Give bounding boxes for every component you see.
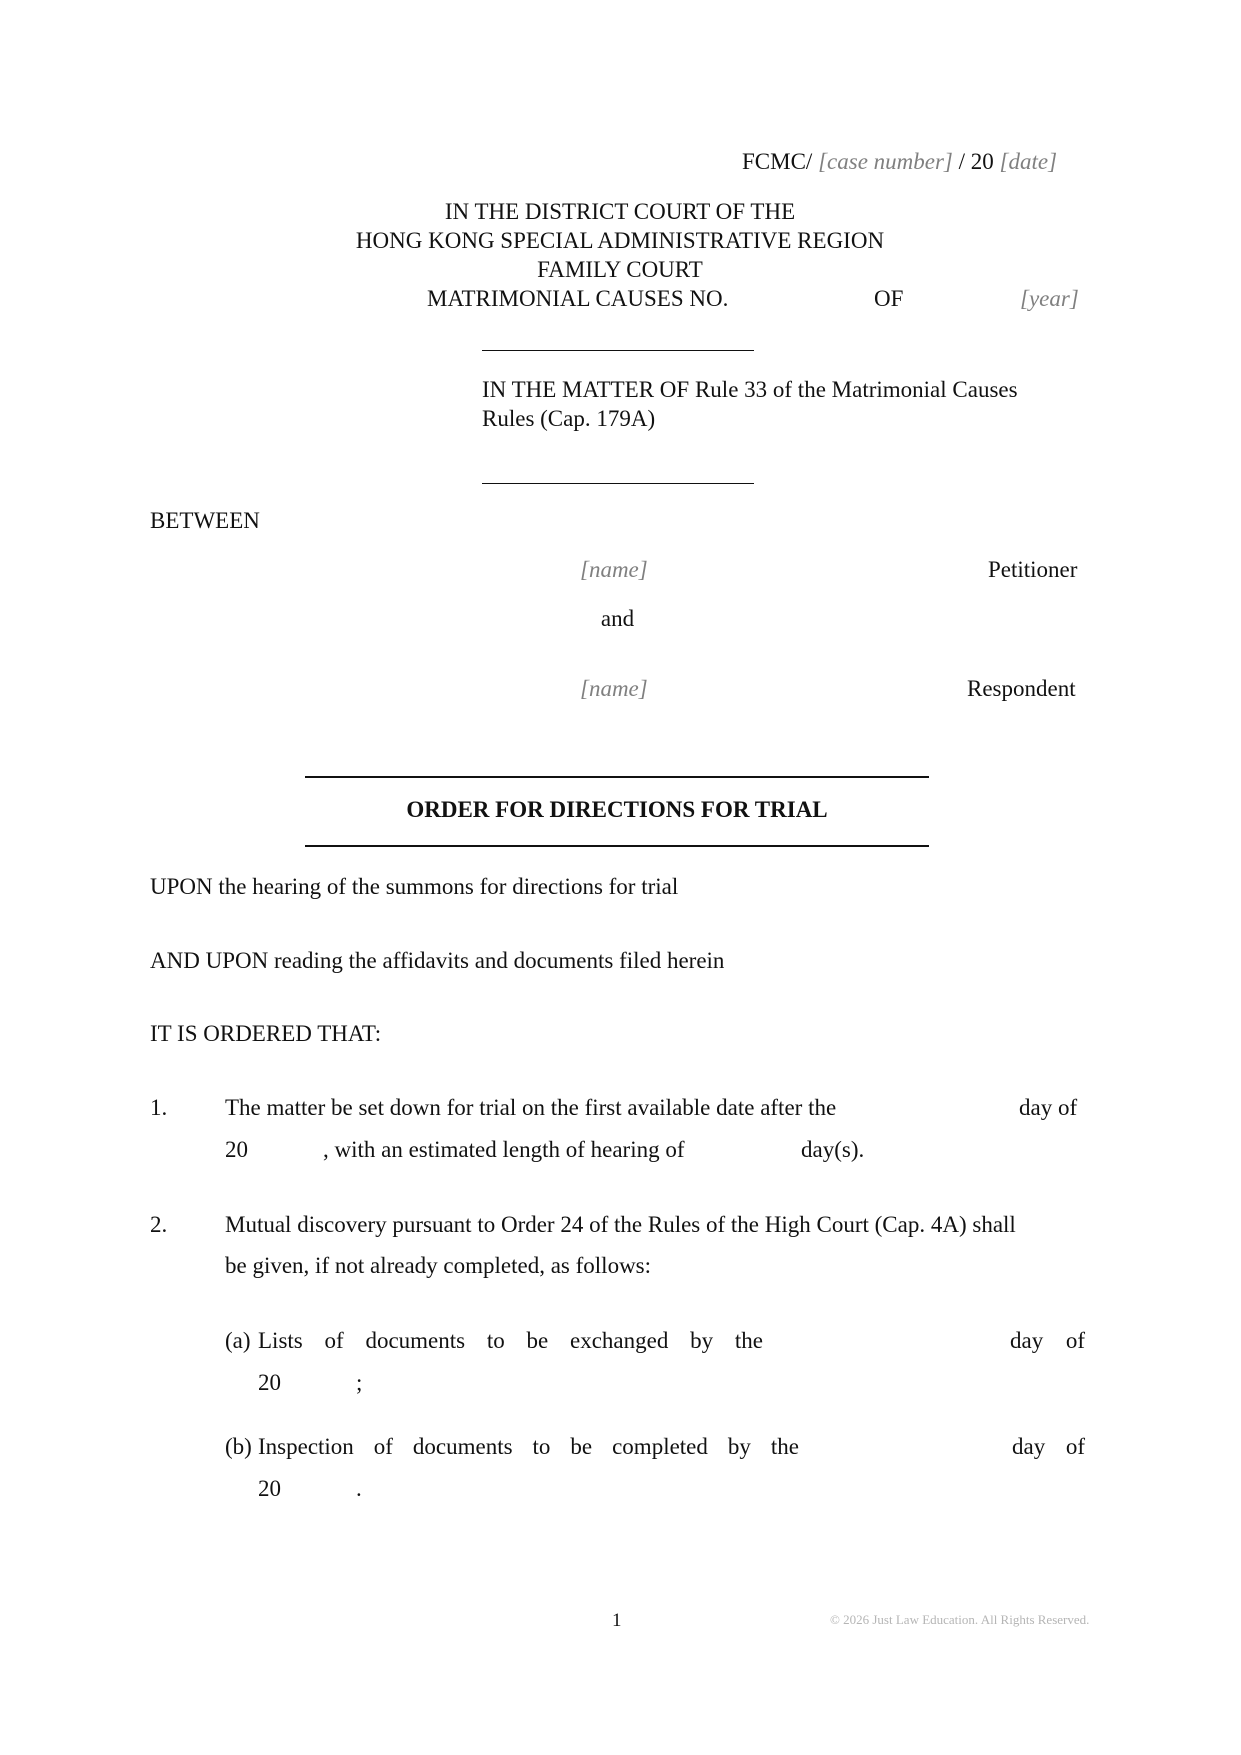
divider-upper	[482, 350, 754, 351]
item-2b-word: the	[770, 1434, 799, 1459]
item-2-line-1: Mutual discovery pursuant to Order 24 of the Rules of the High Court (Cap. 4A) shall	[225, 1212, 1016, 1237]
item-2-line-2: be given, if not already completed, as follows:	[225, 1253, 652, 1278]
item-1-line-1-end: day of	[1019, 1095, 1078, 1120]
item-2-number: 2.	[150, 1212, 168, 1237]
matter-line-2: Rules (Cap. 179A)	[482, 406, 656, 431]
and-label: and	[600, 606, 635, 631]
item-2a-word: the	[734, 1328, 763, 1353]
court-line-3: FAMILY COURT	[537, 257, 703, 282]
ordered-text: IT IS ORDERED THAT:	[150, 1021, 382, 1046]
matrimonial-causes-label: MATRIMONIAL CAUSES NO.	[427, 286, 729, 311]
item-2b-text	[258, 1433, 799, 1461]
year-placeholder[interactable]: [year]	[1020, 286, 1079, 311]
order-title: ORDER FOR DIRECTIONS FOR TRIAL	[406, 797, 828, 822]
page-number: 1	[612, 1610, 622, 1631]
item-1-line-2-end: day(s).	[801, 1137, 865, 1162]
upon-reading-text: AND UPON reading the affidavits and documents filed herein	[150, 948, 725, 973]
item-2a-label: (a)	[225, 1328, 251, 1353]
court-line-2: HONG KONG SPECIAL ADMINISTRATIVE REGION	[355, 228, 885, 253]
item-2b-of: of	[1065, 1434, 1085, 1459]
of-label: OF	[874, 286, 904, 311]
item-1-line-2: , with an estimated length of hearing of	[323, 1137, 685, 1162]
item-2a-word: by	[690, 1328, 714, 1353]
item-2a-word: to	[486, 1328, 505, 1353]
case-number-placeholder[interactable]: [case number]	[818, 149, 953, 174]
case-number-line	[742, 148, 1057, 176]
item-2b-label: (b)	[225, 1434, 252, 1459]
copyright-notice: © 2026 Just Law Education. All Rights Reserved.	[830, 1612, 1090, 1627]
item-2b-day: day	[1012, 1434, 1046, 1459]
item-2a-day: day	[1010, 1328, 1044, 1353]
item-2b-word: by	[727, 1434, 751, 1459]
petitioner-name-placeholder[interactable]: [name]	[580, 557, 648, 582]
item-2b-end	[1012, 1433, 1085, 1461]
date-placeholder[interactable]: [date]	[999, 149, 1058, 174]
item-2b-word: of	[373, 1434, 393, 1459]
item-1-year: 20	[225, 1137, 248, 1162]
item-2b-word: Inspection	[258, 1434, 354, 1459]
year-prefix: / 20	[958, 149, 994, 174]
item-2a-word: documents	[365, 1328, 466, 1353]
matter-line-1: IN THE MATTER OF Rule 33 of the Matrimonial Causes	[482, 377, 1018, 402]
upon-hearing-text: UPON the hearing of the summons for directions for trial	[150, 874, 679, 899]
item-2a-word: Lists	[258, 1328, 303, 1353]
title-rule-top	[305, 776, 929, 778]
item-2a-text	[258, 1327, 763, 1355]
respondent-name-placeholder[interactable]: [name]	[580, 676, 648, 701]
item-2a-year: 20	[258, 1370, 281, 1395]
item-2b-punct: .	[356, 1476, 362, 1501]
item-2a-end	[1010, 1327, 1085, 1355]
item-2b-word: be	[570, 1434, 593, 1459]
title-rule-bottom	[305, 845, 929, 847]
item-2a-punct: ;	[356, 1370, 363, 1395]
item-2a-word: exchanged	[570, 1328, 669, 1353]
between-label: BETWEEN	[150, 508, 260, 533]
court-line-1: IN THE DISTRICT COURT OF THE	[444, 199, 796, 224]
item-1-number: 1.	[150, 1095, 168, 1120]
item-2b-year: 20	[258, 1476, 281, 1501]
item-2b-word: completed	[612, 1434, 708, 1459]
item-1-line-1: The matter be set down for trial on the first available date after the	[225, 1095, 837, 1120]
divider-lower	[482, 483, 754, 484]
item-2a-word: of	[324, 1328, 344, 1353]
fcmc-prefix: FCMC/	[742, 149, 813, 174]
respondent-role: Respondent	[967, 676, 1076, 701]
item-2a-of: of	[1065, 1328, 1085, 1353]
petitioner-role: Petitioner	[988, 557, 1078, 582]
item-2b-word: documents	[412, 1434, 513, 1459]
item-2a-word: be	[526, 1328, 549, 1353]
item-2b-word: to	[532, 1434, 551, 1459]
